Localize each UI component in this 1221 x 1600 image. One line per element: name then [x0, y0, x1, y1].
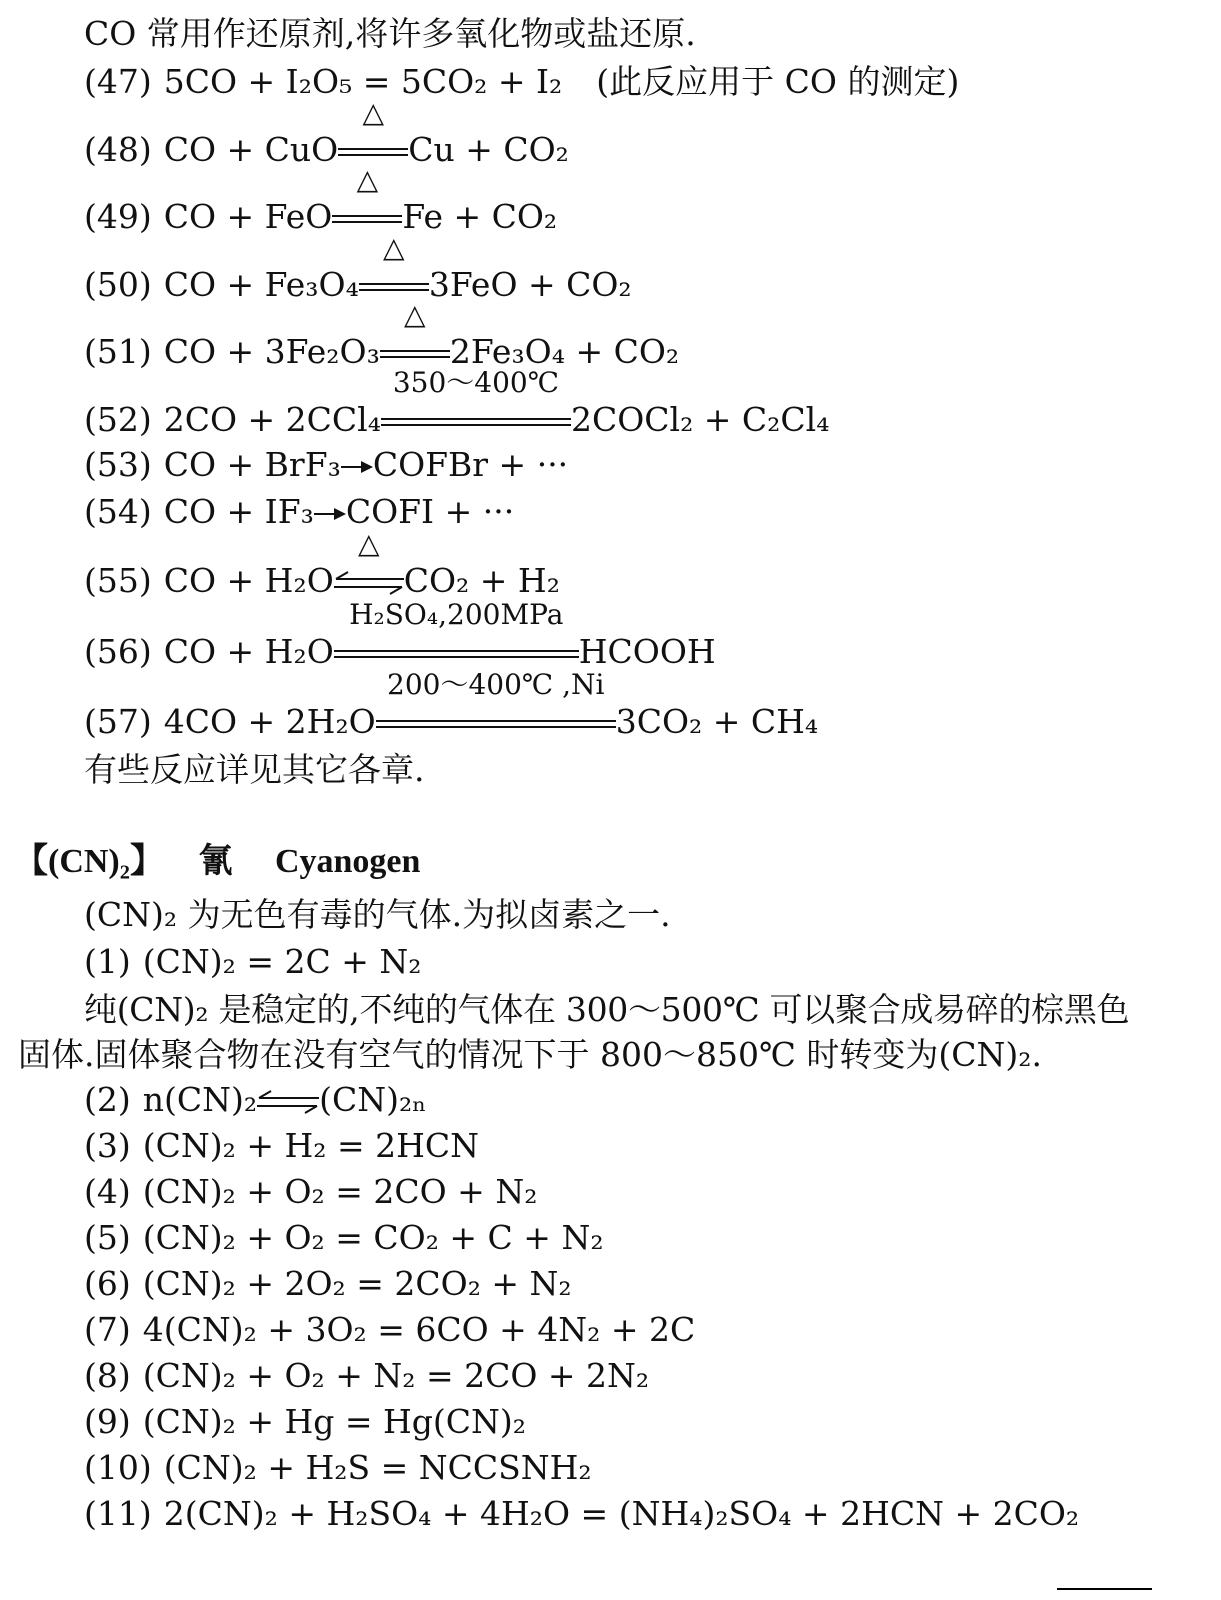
equation-text: 4(CN)₂ + 3O₂ = 6CO + 4N₂ + 2C [142, 1310, 696, 1349]
equation-53 [84, 445, 568, 487]
equation-number: (3) [84, 1126, 131, 1165]
equation-text: 5CO + I₂O₅ = 5CO₂ + I₂ [163, 62, 563, 101]
equation-number: (10) [84, 1448, 152, 1487]
equation-number: (2) [84, 1080, 131, 1119]
right-arrow-icon [341, 447, 373, 487]
equation-number: (6) [84, 1264, 131, 1303]
cn-equation-9 [84, 1402, 526, 1442]
equation-right-side: COFBr + ··· [372, 445, 569, 484]
double-bar-equals [376, 668, 616, 744]
equation-right-side: CO₂ + H₂ [403, 561, 560, 600]
heading-chinese-name: 氰 [198, 841, 233, 881]
footer-rule [1057, 1588, 1152, 1590]
cn-equation-8 [84, 1356, 649, 1396]
cn-equation-3 [84, 1126, 479, 1166]
equation-54 [84, 492, 514, 534]
equation-left-side: CO + CuO [163, 130, 339, 169]
heat-condition: △ [356, 163, 379, 196]
equilibrium-arrow-icon [257, 1082, 319, 1122]
equation-text: (CN)₂ + H₂S = NCCSNH₂ [163, 1448, 592, 1487]
equation-number: (4) [84, 1172, 131, 1211]
section-heading [14, 833, 420, 882]
equation-number: (7) [84, 1310, 131, 1349]
equation-number: (1) [84, 942, 131, 981]
equation-right-side: HCOOH [578, 632, 716, 671]
equation-number: (56) [84, 632, 152, 671]
equation-text: (CN)₂ + O₂ = CO₂ + C + N₂ [142, 1218, 604, 1257]
equation-text: (CN)₂ = 2C + N₂ [142, 942, 422, 981]
catalyst-pressure-condition: H₂SO₄,200MPa [349, 598, 564, 631]
equation-left-side: n(CN)₂ [142, 1080, 258, 1119]
equation-number: (52) [84, 400, 152, 439]
equation-text: (CN)₂ + O₂ = 2CO + N₂ [142, 1172, 538, 1211]
equation-number: (54) [84, 492, 152, 531]
equation-number: (8) [84, 1356, 131, 1395]
equation-number: (57) [84, 702, 152, 741]
equation-text: (CN)₂ + Hg = Hg(CN)₂ [142, 1402, 527, 1441]
equilibrium-arrow-icon [334, 527, 404, 603]
equation-number: (47) [84, 62, 152, 101]
equation-right-side: 2Fe₃O₄ + CO₂ [449, 332, 680, 371]
equation-right-side: (CN)₂ₙ [319, 1080, 427, 1119]
equation-left-side: CO + H₂O [163, 561, 334, 600]
equation-number: (49) [84, 197, 152, 236]
equation-right-side: COFI + ··· [345, 492, 515, 531]
equation-number: (48) [84, 130, 152, 169]
equation-right-side: Cu + CO₂ [408, 130, 569, 169]
equation-left-side: CO + IF₃ [163, 492, 314, 531]
cn-equation-10 [84, 1448, 592, 1488]
heat-condition: △ [362, 96, 385, 129]
double-bar-equals [381, 366, 571, 442]
equation-text: (CN)₂ + O₂ + N₂ = 2CO + 2N₂ [142, 1356, 650, 1395]
equation-right-side: 3FeO + CO₂ [428, 265, 632, 304]
temperature-condition: 350～400℃ [392, 366, 560, 399]
equation-number: (55) [84, 561, 152, 600]
see-other-chapters-text: 有些反应详见其它各章. [84, 750, 425, 789]
paragraph-line-1: 纯(CN)₂ 是稳定的,不纯的气体在 300～500℃ 可以聚合成易碎的棕黑色 [84, 990, 1130, 1029]
cn-equation-1 [84, 942, 421, 982]
paragraph-line-2: 固体.固体聚合物在没有空气的情况下于 800～850℃ 时转变为(CN)₂. [18, 1035, 1042, 1074]
cyanogen-intro: (CN)₂ 为无色有毒的气体.为拟卤素之一. [84, 895, 671, 934]
equation-number: (53) [84, 445, 152, 484]
equation-left-side: 4CO + 2H₂O [163, 702, 376, 741]
heat-condition: △ [383, 231, 405, 264]
equation-left-side: CO + 3Fe₂O₃ [163, 332, 380, 371]
heading-english-name: Cyanogen [274, 843, 421, 880]
equation-52 [84, 366, 830, 442]
heat-condition: △ [404, 298, 426, 331]
temperature-catalyst-condition: 200～400℃ ,Ni [387, 668, 605, 701]
equation-left-side: CO + Fe₃O₄ [163, 265, 359, 304]
equation-left-side: 2CO + 2CCl₄ [163, 400, 381, 439]
equation-text: (CN)₂ + H₂ = 2HCN [142, 1126, 480, 1165]
equation-57 [84, 668, 819, 744]
equation-right-side: 2COCl₂ + C₂Cl₄ [570, 400, 830, 439]
equation-left-side: CO + BrF₃ [163, 445, 341, 484]
equation-left-side: CO + FeO [163, 197, 333, 236]
equation-47 [84, 62, 959, 102]
heat-condition: △ [357, 527, 380, 560]
equation-number: (50) [84, 265, 152, 304]
equation-right-side: Fe + CO₂ [402, 197, 558, 236]
equation-49 [84, 163, 558, 239]
equation-48 [84, 96, 569, 172]
equation-text: 2(CN)₂ + H₂SO₄ + 4H₂O = (NH₄)₂SO₄ + 2HCN + 2CO₂ [163, 1494, 1080, 1533]
equation-left-side: CO + H₂O [163, 632, 334, 671]
cn-equation-5 [84, 1218, 604, 1258]
equation-55 [84, 527, 560, 603]
intro-co-text: CO 常用作还原剂,将许多氧化物或盐还原. [84, 14, 696, 53]
cn-equation-7 [84, 1310, 695, 1350]
equation-text: (CN)₂ + 2O₂ = 2CO₂ + N₂ [142, 1264, 572, 1303]
cn-equation-6 [84, 1264, 572, 1304]
equation-number: (9) [84, 1402, 131, 1441]
equation-number: (51) [84, 332, 152, 371]
cn-equation-4 [84, 1172, 537, 1212]
cn-equation-11 [84, 1494, 1079, 1534]
equation-number: (11) [84, 1494, 152, 1533]
equation-note: (此反应用于 CO 的测定) [596, 62, 960, 101]
equation-50 [84, 231, 632, 307]
right-arrow-icon [314, 494, 346, 534]
cn-equation-2 [84, 1080, 427, 1122]
equation-number: (5) [84, 1218, 131, 1257]
heading-formula: 【(CN)₂】 [14, 843, 164, 880]
equation-right-side: 3CO₂ + CH₄ [615, 702, 819, 741]
